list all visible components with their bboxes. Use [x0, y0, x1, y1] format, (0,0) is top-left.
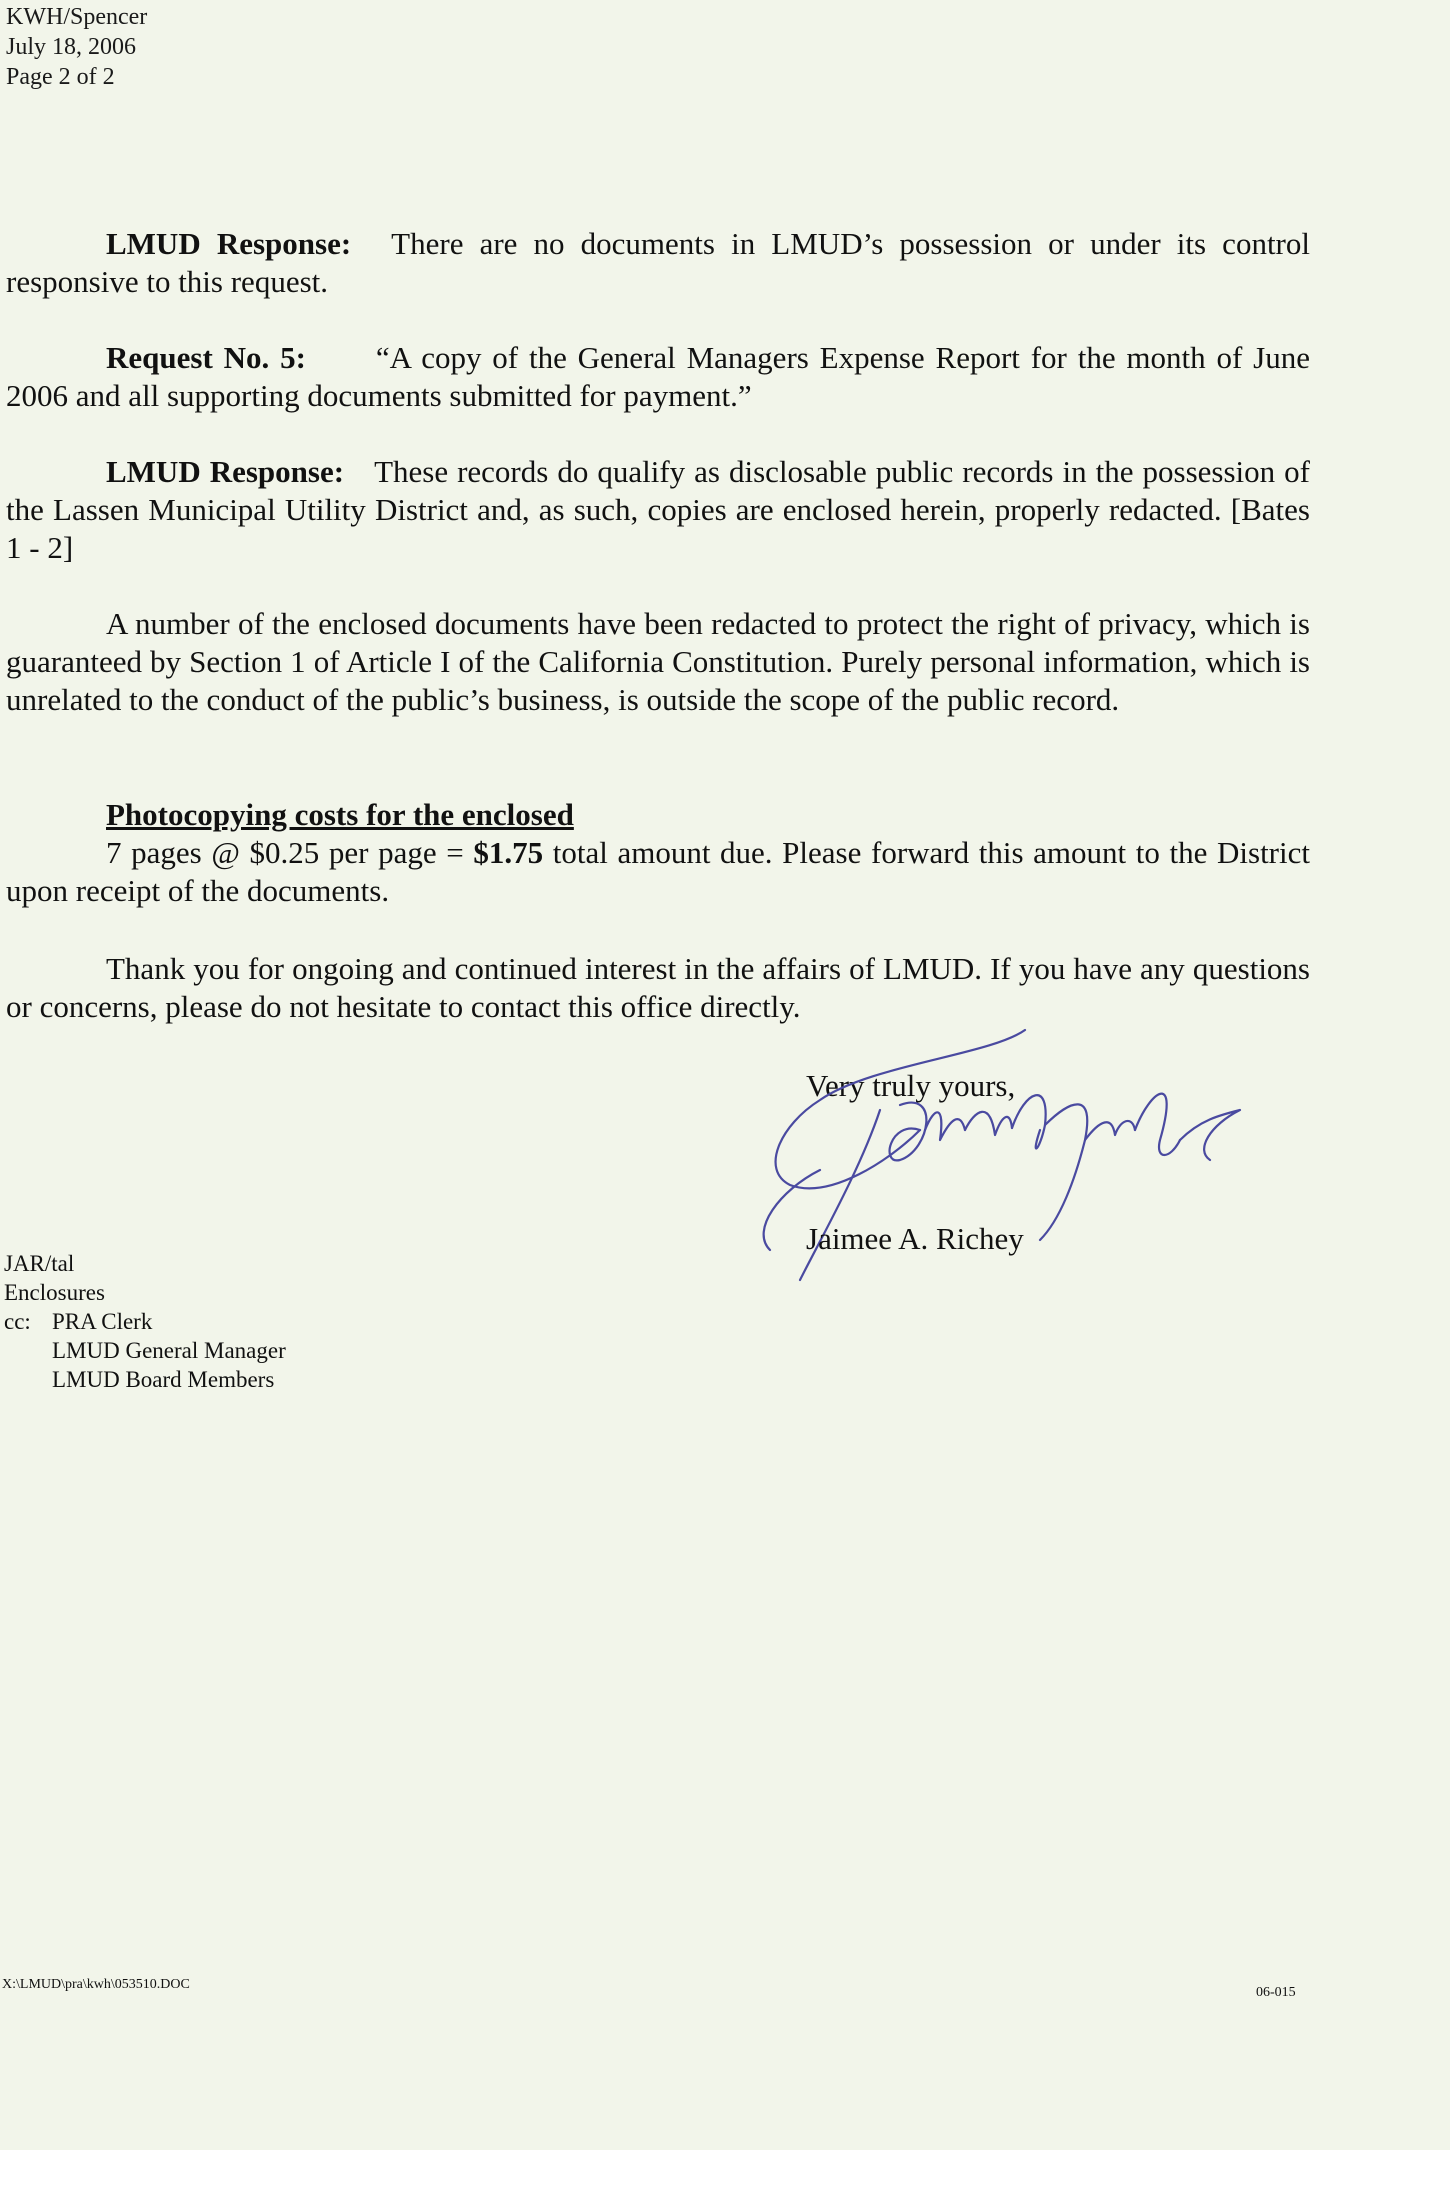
footer-file-path: X:\LMUD\pra\kwh\053510.DOC	[2, 1977, 190, 1992]
enclosures-line: Enclosures	[4, 1280, 105, 1305]
request-5-text: “A copy of the General Managers Expense Report for the month of June 2006 and all supporting documents submitted for payment.”	[6, 340, 1310, 413]
closing-salutation: Very truly yours,	[806, 1068, 1016, 1103]
photocopy-text-after: total amount due. Please forward this amount to the District upon receipt of the documents.	[6, 835, 1310, 908]
header-page-number: Page 2 of 2	[6, 64, 115, 90]
response-1-label: LMUD Response:	[106, 226, 352, 261]
privacy-paragraph	[6, 605, 1310, 719]
request-5-paragraph	[6, 339, 1310, 415]
cc-label: cc:	[4, 1309, 31, 1334]
response-1-text: There are no documents in LMUD’s possession or under its control responsive to this request.	[6, 226, 1310, 299]
response-2-label: LMUD Response:	[106, 454, 345, 489]
photocopy-amount: $1.75	[473, 835, 544, 870]
privacy-text: A number of the enclosed documents have been redacted to protect the right of privacy, which is guaranteed by Section 1 of Article I of the California Constitution. Purely personal information, which is unrelated to the conduct of the public’s business, is outside the scope of the public record.	[6, 606, 1310, 717]
signer-name: Jaimee A. Richey	[806, 1221, 1024, 1256]
footer-doc-code: 06-015	[1256, 1985, 1296, 2000]
photocopy-section	[6, 796, 1310, 910]
response-2-paragraph	[6, 453, 1310, 567]
initials-line: JAR/tal	[4, 1251, 75, 1276]
response-1-paragraph	[6, 225, 1310, 301]
cc-recipient: LMUD General Manager	[52, 1338, 286, 1363]
photocopy-text-before: 7 pages @ $0.25 per page =	[106, 835, 474, 870]
photocopy-heading: Photocopying costs for the enclosed	[106, 797, 574, 832]
thanks-text: Thank you for ongoing and continued interest in the affairs of LMUD. If you have any questions or concerns, please do not hesitate to contact this office directly.	[6, 951, 1310, 1024]
response-2-text: These records do qualify as disclosable public records in the possession of the Lassen Municipal Utility District and, as such, copies are enclosed herein, properly redacted. [Bates 1 - 2]	[6, 454, 1310, 565]
header-date: July 18, 2006	[6, 34, 137, 60]
request-5-label: Request No. 5:	[106, 340, 306, 375]
header-reference: KWH/Spencer	[6, 4, 148, 30]
cc-recipient: PRA Clerk	[52, 1309, 153, 1334]
cc-recipient: LMUD Board Members	[52, 1367, 275, 1392]
